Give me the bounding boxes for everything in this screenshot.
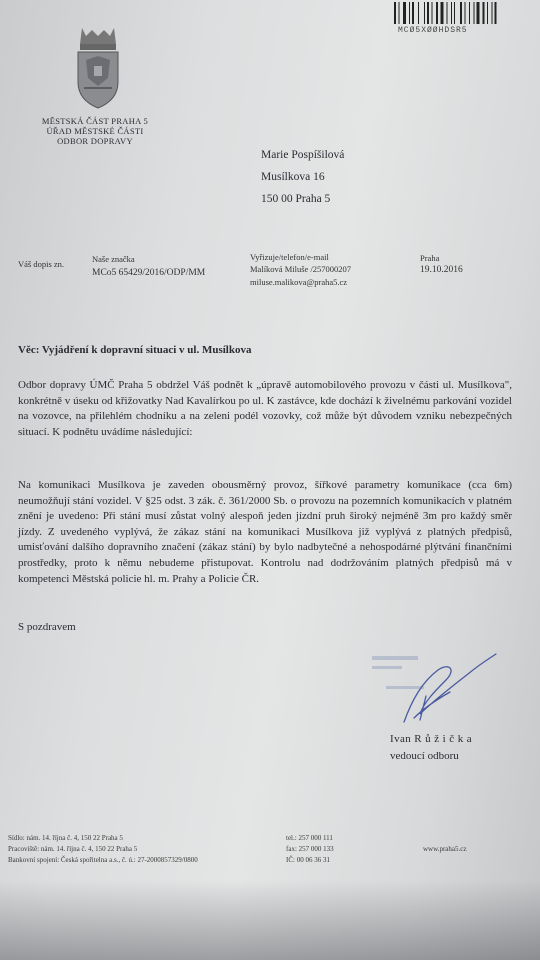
header-line-2: ÚŘAD MĚSTSKÉ ČÁSTI bbox=[46, 126, 144, 136]
subject-line: Věc: Vyjádření k dopravní situaci v ul. Musílkova bbox=[18, 344, 252, 356]
barcode-code: MCØ5XØØHDSR5 bbox=[398, 26, 468, 35]
header-line-3: ODBOR DOPRAVY bbox=[57, 136, 133, 146]
signatory-name: Ivan R ů ž i č k a bbox=[390, 733, 473, 745]
office-header bbox=[20, 116, 170, 146]
place-label: Praha bbox=[420, 253, 440, 263]
footer-address bbox=[8, 833, 198, 866]
recipient-street: Musílkova 16 bbox=[261, 171, 325, 183]
photo-shadow bbox=[0, 880, 540, 960]
footer-website: www.praha5.cz bbox=[423, 845, 467, 853]
letter-date: 19.10.2016 bbox=[420, 265, 463, 275]
footer-workplace: Pracoviště: nám. 14. října č. 4, 150 22 Praha 5 bbox=[8, 845, 138, 853]
footer-fax: fax: 257 000 133 bbox=[286, 845, 334, 853]
your-letter-label: Váš dopis zn. bbox=[18, 259, 65, 269]
our-ref-value: MCo5 65429/2016/ODP/MM bbox=[92, 268, 206, 278]
signatory-role: vedoucí odboru bbox=[390, 750, 459, 762]
closing-greeting: S pozdravem bbox=[18, 621, 76, 633]
footer-phone: tel.: 257 000 111 bbox=[286, 834, 333, 842]
handler-label: Vyřizuje/telefon/e-mail bbox=[250, 252, 329, 262]
header-line-1: MĚSTSKÁ ČÁST PRAHA 5 bbox=[41, 116, 149, 126]
handler-email: miluse.malikova@praha5.cz bbox=[250, 277, 348, 287]
barcode bbox=[394, 2, 530, 24]
body-paragraph-1: Odbor dopravy ÚMČ Praha 5 obdržel Váš podnět k „úpravě automobilového provozu v části ul. Musílkova", konkrétně v úseku od křižovatky Nad Kavalírkou po ul. K zastávce, kde dochází k živelnému parkování vozidel na vozovce, na přilehlém chodníku a na zeleni podél vozovky, což může být důvodem vzniku nebezpečných situací. K podnětu uvádíme následující: bbox=[18, 379, 512, 438]
footer-bank: Bankovní spojení: Česká spořitelna a.s., č. ú.: 27-2000857329/0800 bbox=[8, 856, 198, 864]
handler-value: Malíková Miluše /257000207 bbox=[250, 264, 352, 274]
footer-contacts bbox=[286, 833, 334, 866]
footer-ic: IČ: 00 06 36 31 bbox=[286, 856, 330, 864]
city-district-crest bbox=[72, 26, 124, 110]
our-ref-label: Naše značka bbox=[92, 254, 135, 264]
footer-seat: Sídlo: nám. 14. října č. 4, 150 22 Praha 5 bbox=[8, 834, 123, 842]
recipient-name: Marie Pospíšilová bbox=[261, 149, 345, 161]
recipient-city: 150 00 Praha 5 bbox=[261, 193, 331, 205]
body-paragraph-2: Na komunikaci Musílkova je zaveden obousměrný provoz, šířkové parametry komunikace (cca 6m) neumožňují stání vozidel. V §25 odst. 3 zák. č. 361/2000 Sb. o provozu na pozemních komunikacích v platném znění je uvedeno: Při stání musí zůstat volný alespoň jeden jízdní pruh široký nejméně 3m pro každý směr jízdy. Z uvedeného vyplývá, že zákaz stání na komunikaci Musílkova již vyplývá z platných předpisů, umisťování dalšího dopravního značení (zákaz stání) by bylo nadbytečné a nehospodárné plýtvání finančními prostředky, proto k němu nebudeme přistupovat. Kontrolu nad dodržováním platných předpisů má v kompetenci Městská policie hl. m. Prahy a Policie ČR. bbox=[18, 479, 512, 585]
handwritten-signature bbox=[364, 648, 504, 728]
